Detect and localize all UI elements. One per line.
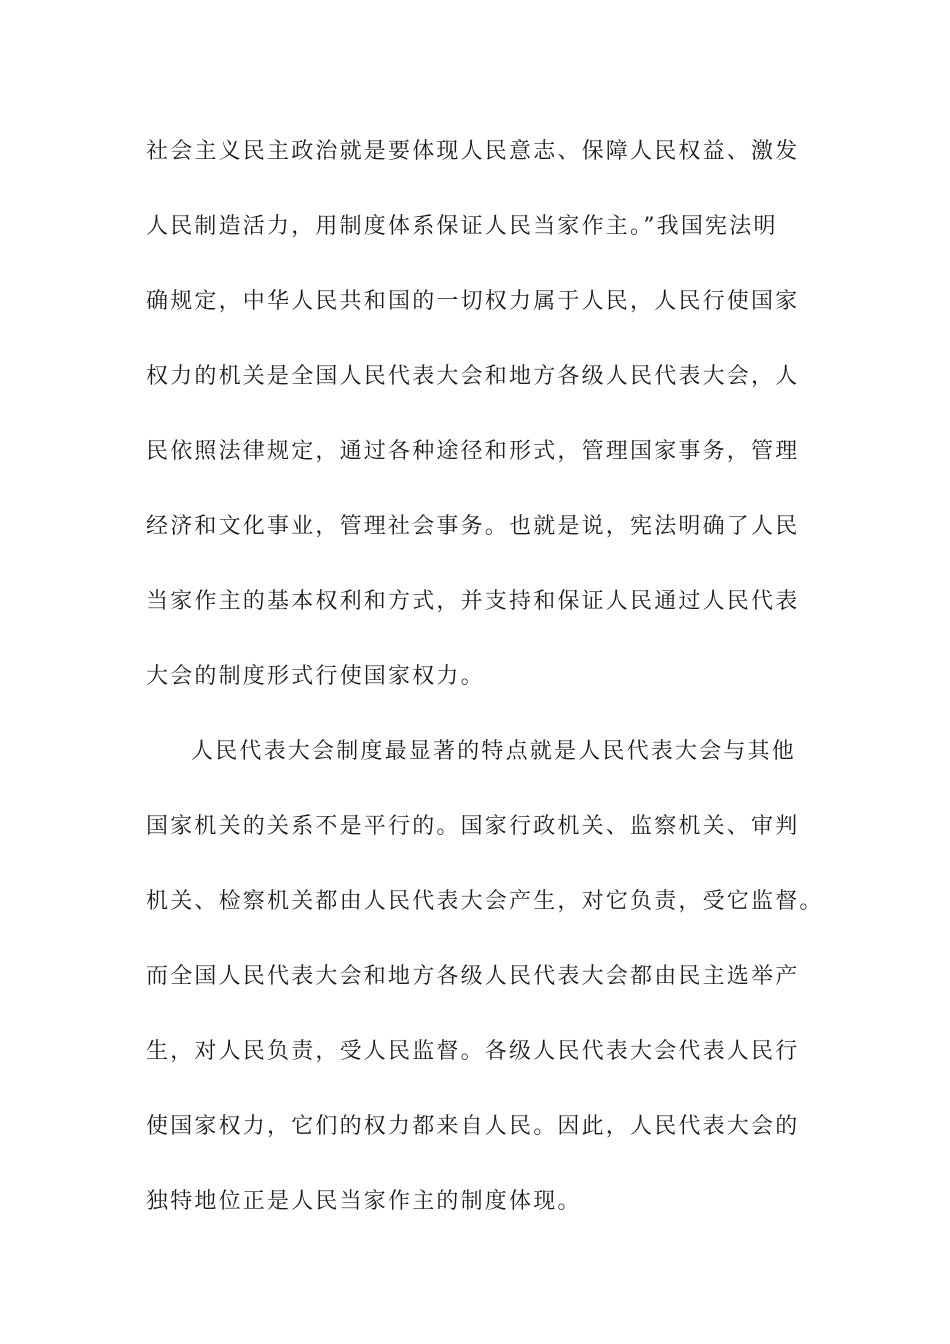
text-line: 确规定，中华人民共和国的一切权力属于人民，人民行使国家 (146, 289, 800, 314)
text-line: 人民代表大会制度最显著的特点就是人民代表大会与其他 (191, 739, 797, 764)
paragraph-1 (146, 114, 826, 714)
paragraph-2 (146, 714, 826, 1239)
text-line: 民依照法律规定，通过各种途径和形式，管理国家事务，管理 (146, 439, 800, 464)
text-line: 而全国人民代表大会和地方各级人民代表大会都由民主选举产 (146, 964, 800, 989)
text-line: 人民制造活力，用制度体系保证人民当家作主。”我国宪法明 (146, 214, 778, 239)
text-line: 生，对人民负责，受人民监督。各级人民代表大会代表人民行 (146, 1039, 800, 1064)
text-line: 大会的制度形式行使国家权力。 (146, 664, 485, 689)
text-line: 独特地位正是人民当家作主的制度体现。 (146, 1189, 582, 1214)
text-line: 机关、检察机关都由人民代表大会产生，对它负责，受它监督。 (146, 889, 824, 914)
text-line: 权力的机关是全国人民代表大会和地方各级人民代表大会，人 (146, 364, 800, 389)
text-line: 社会主义民主政治就是要体现人民意志、保障人民权益、激发 (146, 139, 800, 164)
text-line: 国家机关的关系不是平行的。国家行政机关、监察机关、审判 (146, 814, 800, 839)
text-line: 使国家权力，它们的权力都来自人民。因此，人民代表大会的 (146, 1114, 800, 1139)
text-line: 经济和文化事业，管理社会事务。也就是说，宪法明确了人民 (146, 514, 800, 539)
text-line: 当家作主的基本权利和方式，并支持和保证人民通过人民代表 (146, 589, 800, 614)
